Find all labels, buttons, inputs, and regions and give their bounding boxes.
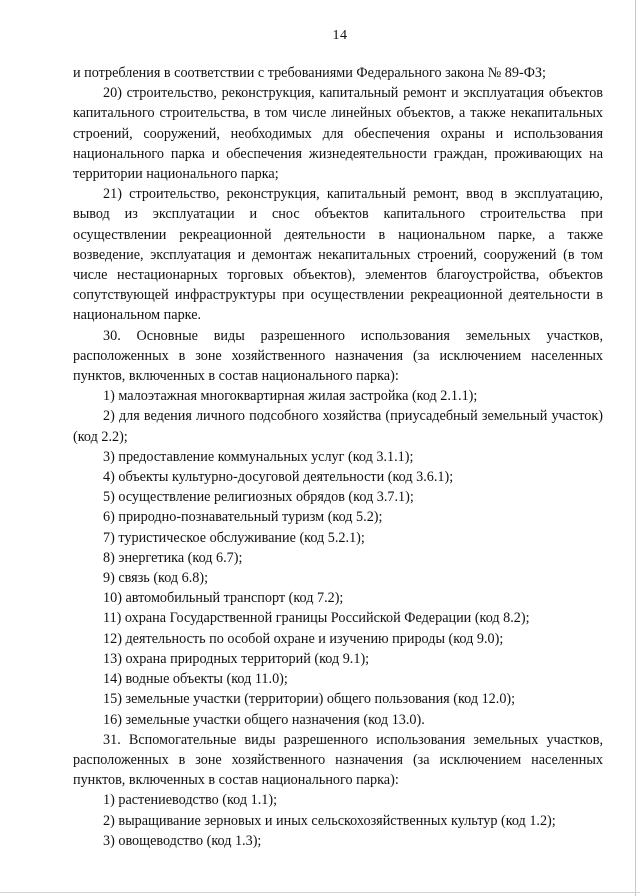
page-edge-right xyxy=(635,0,636,896)
section-31-heading: 31. Вспомогательные виды разрешенного использования земельных участков, расположенных в зоне хозяйственного назначения (за исключением населенных пунктов, включенных в состав национального парка): xyxy=(73,731,603,789)
list-item: 10) автомобильный транспорт (код 7.2); xyxy=(103,590,344,607)
list-item: 9) связь (код 6.8); xyxy=(103,570,209,587)
list-item: 2) для ведения личного подсобного хозяйства (приусадебный земельный участок) (код 2.2); xyxy=(73,408,603,445)
list-item: 13) охрана природных территорий (код 9.1); xyxy=(103,650,370,667)
list-item: 16) земельные участки общего назначения (код 13.0). xyxy=(103,711,425,728)
list-item-20: 20) строительство, реконструкция, капитальный ремонт и эксплуатация объектов капитального строительства, в том числе линейных объектов, а также некапитальных строений, сооружений, необходимых для обеспечения охраны и использования национального парка и обеспечения жизнедеятельности граждан, проживающих на территории национального парка; xyxy=(73,85,603,183)
list-item: 4) объекты культурно-досуговой деятельности (код 3.6.1); xyxy=(103,469,454,486)
list-item: 7) туристическое обслуживание (код 5.2.1); xyxy=(103,529,365,546)
document-body xyxy=(73,63,603,851)
list-item: 12) деятельность по особой охране и изучению природы (код 9.0); xyxy=(103,630,504,647)
list-item: 3) овощеводство (код 1.3); xyxy=(103,832,262,849)
list-item: 2) выращивание зерновых и иных сельскохозяйственных культур (код 1.2); xyxy=(103,812,556,829)
list-item-21: 21) строительство, реконструкция, капитальный ремонт, ввод в эксплуатацию, вывод из эксплуатации и снос объектов капитального строительства при осуществлении рекреационной деятельности в национальном парке, а также возведение, эксплуатация и демонтаж некапитальных строений, сооружений (в том числе нестационарных торговых объектов), элементов благоустройства, объектов сопутствующей инфраструктуры при осуществлении рекреационной деятельности в национальном парке. xyxy=(73,186,603,324)
list-item: 1) растениеводство (код 1.1); xyxy=(103,792,278,809)
page-number: 14 xyxy=(332,28,348,43)
list-item: 1) малоэтажная многоквартирная жилая застройка (код 2.1.1); xyxy=(103,388,478,405)
list-item: 8) энергетика (код 6.7); xyxy=(103,549,243,566)
list-item: 3) предоставление коммунальных услуг (код 3.1.1); xyxy=(103,448,414,465)
section-30-heading: 30. Основные виды разрешенного использования земельных участков, расположенных в зоне хозяйственного назначения (за исключением населенных пунктов, включенных в состав национального парка): xyxy=(73,327,603,385)
list-item: 15) земельные участки (территории) общего пользования (код 12.0); xyxy=(103,691,516,708)
paragraph-continuation: и потребления в соответствии с требованиями Федерального закона № 89-ФЗ; xyxy=(73,65,546,81)
list-item: 5) осуществление религиозных обрядов (код 3.7.1); xyxy=(103,489,414,506)
list-item: 11) охрана Государственной границы Российской Федерации (код 8.2); xyxy=(103,610,530,627)
list-item: 14) водные объекты (код 11.0); xyxy=(103,671,288,688)
list-item: 6) природно-познавательный туризм (код 5.2); xyxy=(103,509,383,526)
page-edge-bottom xyxy=(0,892,640,893)
